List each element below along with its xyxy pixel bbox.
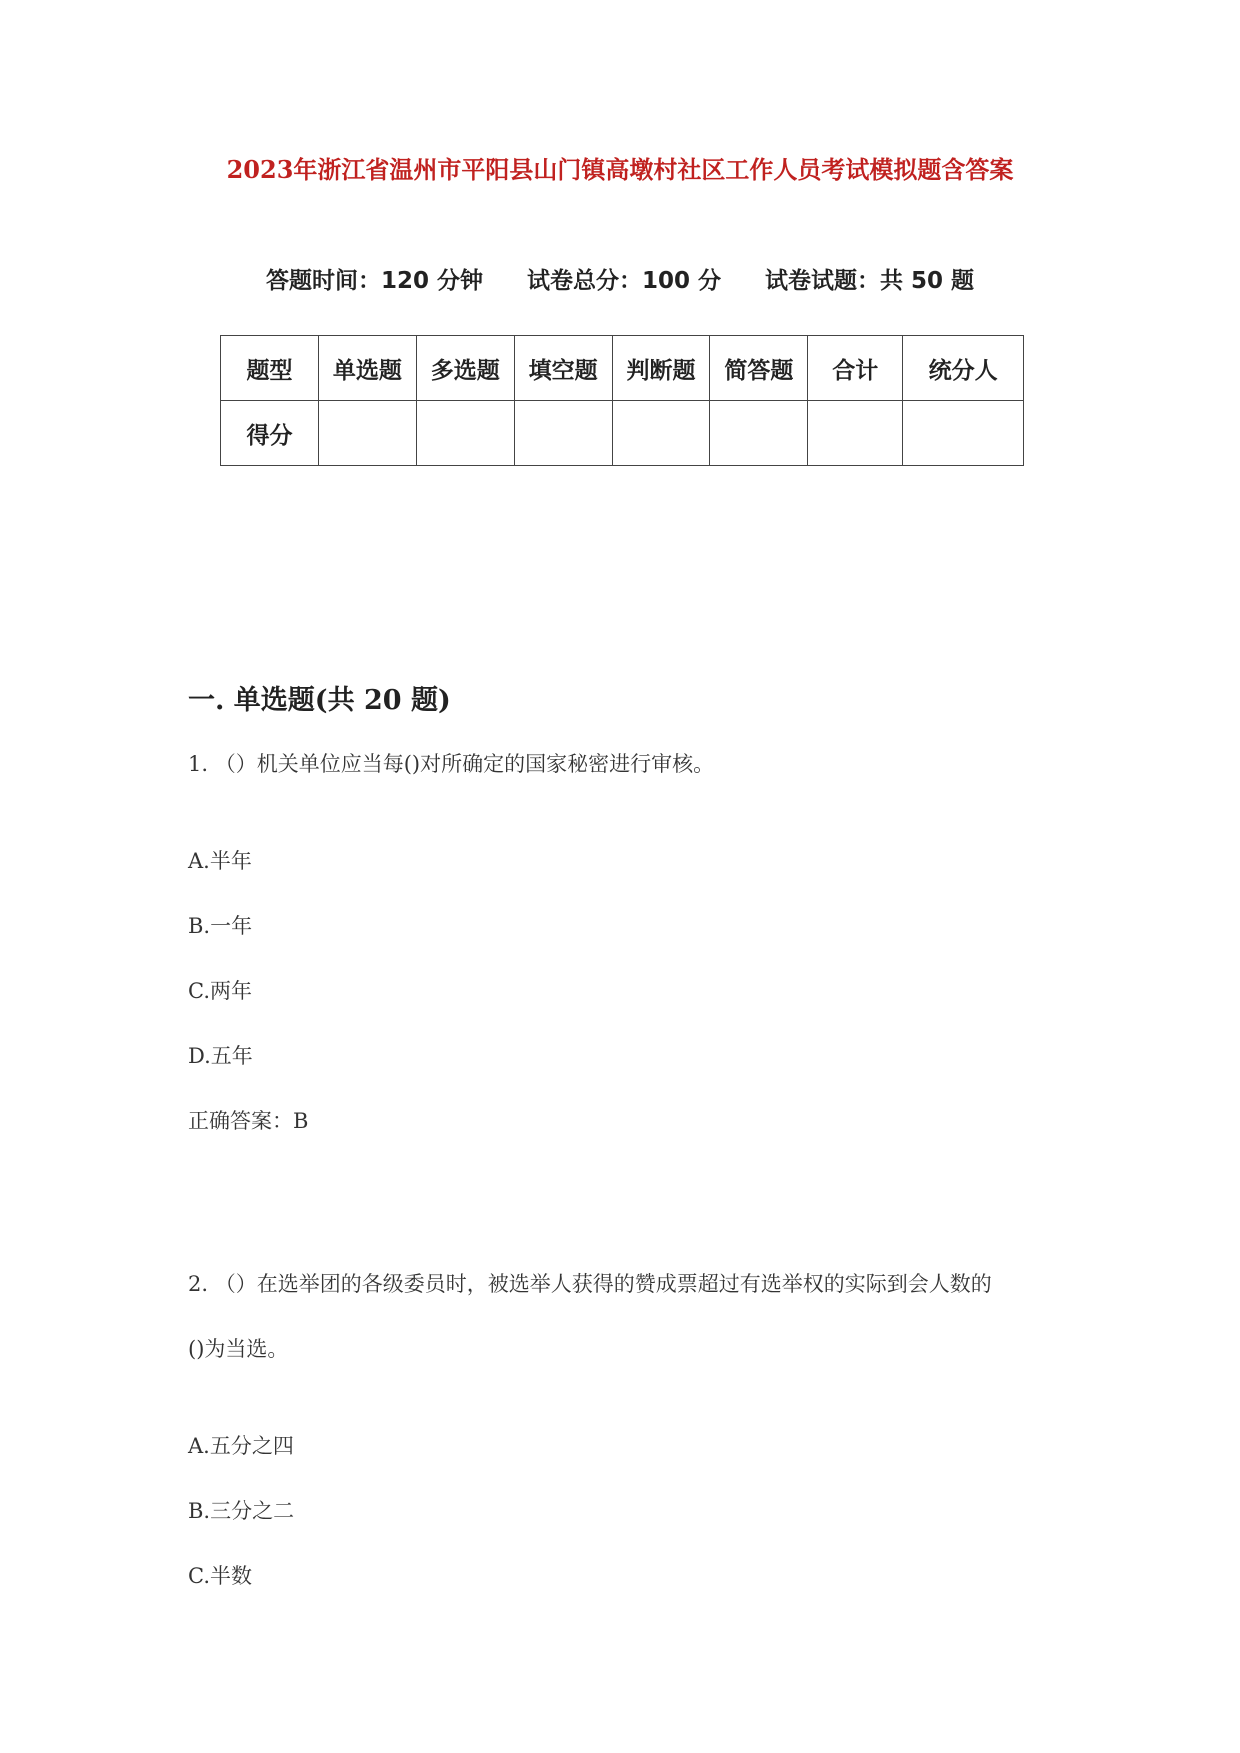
question-1-option-b: B.一年 bbox=[188, 914, 253, 938]
score-cell bbox=[710, 401, 808, 466]
question-2-option-a: A.五分之四 bbox=[188, 1434, 294, 1458]
score-row-label: 得分 bbox=[221, 401, 319, 466]
score-header-cell: 填空题 bbox=[514, 336, 612, 401]
question-1-option-c: C.两年 bbox=[188, 979, 252, 1003]
question-1-option-d: D.五年 bbox=[188, 1044, 253, 1068]
score-cell bbox=[612, 401, 710, 466]
score-table-header-row bbox=[221, 336, 1024, 401]
score-cell bbox=[416, 401, 514, 466]
score-cell bbox=[808, 401, 903, 466]
score-header-cell: 简答题 bbox=[710, 336, 808, 401]
exam-time: 答题时间：120 分钟 bbox=[265, 268, 483, 294]
exam-question-count: 试卷试题：共 50 题 bbox=[765, 268, 975, 294]
exam-total-score: 试卷总分：100 分 bbox=[526, 268, 722, 294]
question-1-answer: 正确答案：B bbox=[188, 1109, 309, 1133]
document-title: 2023年浙江省温州市平阳县山门镇高墩村社区工作人员考试模拟题含答案 bbox=[226, 155, 1014, 184]
score-table bbox=[220, 335, 1024, 466]
question-2-option-b: B.三分之二 bbox=[188, 1499, 295, 1523]
score-header-cell: 统分人 bbox=[903, 336, 1024, 401]
score-cell bbox=[318, 401, 416, 466]
score-header-cell: 多选题 bbox=[416, 336, 514, 401]
question-1-option-a: A.半年 bbox=[188, 849, 252, 873]
question-1-text: 1. （）机关单位应当每()对所确定的国家秘密进行审核。 bbox=[188, 752, 715, 776]
question-2-text-line1: 2. （）在选举团的各级委员时，被选举人获得的赞成票超过有选举权的实际到会人数的 bbox=[188, 1272, 992, 1296]
score-header-cell: 判断题 bbox=[612, 336, 710, 401]
exam-meta bbox=[0, 262, 1240, 295]
section-heading: 一. 单选题(共 20 题) bbox=[188, 685, 451, 716]
question-2-text-line2: ()为当选。 bbox=[188, 1337, 289, 1361]
score-header-cell: 题型 bbox=[221, 336, 319, 401]
score-cell bbox=[903, 401, 1024, 466]
question-2-option-c: C.半数 bbox=[188, 1564, 252, 1588]
score-header-cell: 单选题 bbox=[318, 336, 416, 401]
score-table-score-row bbox=[221, 401, 1024, 466]
score-cell bbox=[514, 401, 612, 466]
score-header-cell: 合计 bbox=[808, 336, 903, 401]
